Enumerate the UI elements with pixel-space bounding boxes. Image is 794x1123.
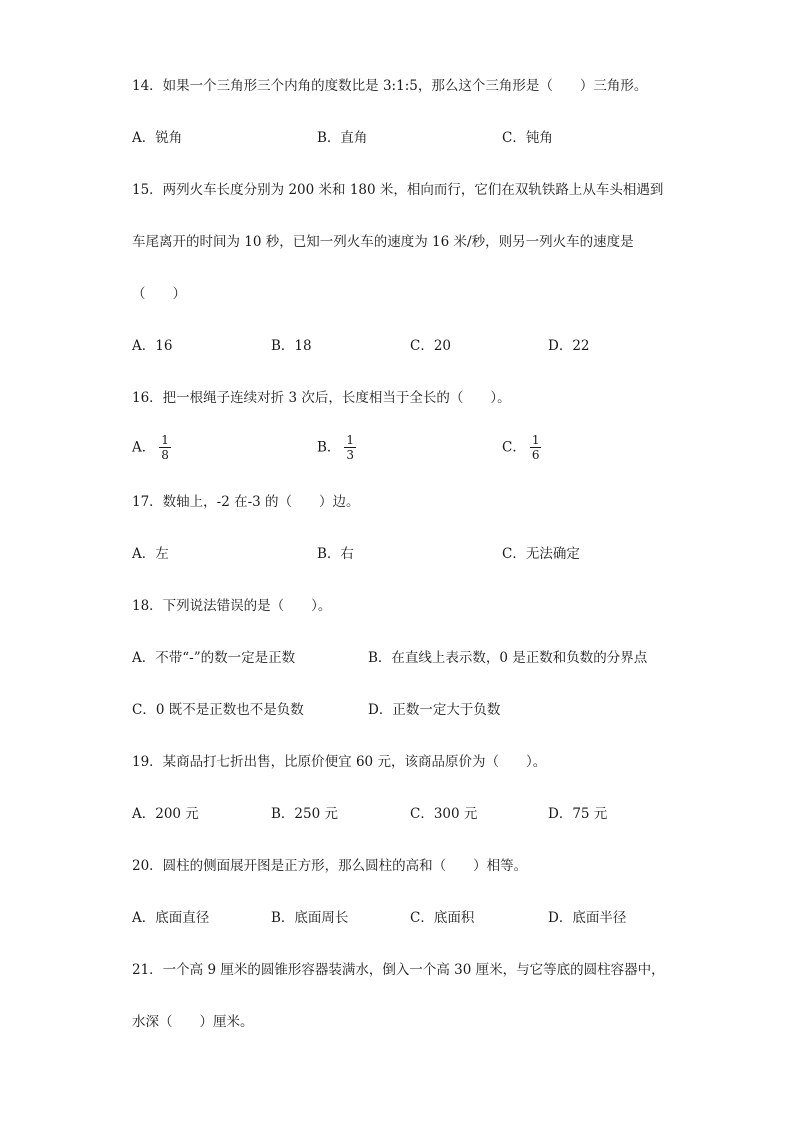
question-15-text-line-2: 车尾离开的时间为 10 秒，已知一列火车的速度为 16 米/秒，则另一列火车的速度是 — [132, 234, 634, 250]
q15-option-b: B．18 — [271, 338, 312, 354]
q20-option-a: A．底面直径 — [132, 910, 210, 926]
q16-option-a-fraction — [159, 433, 171, 462]
q18-option-b: B．在直线上表示数，0 是正数和负数的分界点 — [368, 650, 648, 666]
q14-option-a: A．锐角 — [132, 130, 183, 146]
q15-option-a: A．16 — [132, 338, 173, 354]
q16-option-b — [317, 433, 356, 462]
question-20-text: 20．圆柱的侧面展开图是正方形，那么圆柱的高和（ ）相等。 — [132, 858, 528, 874]
q20-option-d: D．底面半径 — [548, 910, 627, 926]
question-21-text-line-2: 水深（ ）厘米。 — [132, 1014, 254, 1030]
question-14-text: 14．如果一个三角形三个内角的度数比是 3:1:5，那么这个三角形是（ ）三角形。 — [132, 78, 648, 94]
q17-option-a: A．左 — [132, 546, 169, 562]
fraction-denominator: 3 — [346, 448, 355, 462]
question-21-text-line-1: 21．一个高 9 厘米的圆锥形容器装满水，倒入一个高 30 厘米，与它等底的圆柱容器中， — [132, 962, 665, 978]
q19-option-b: B．250 元 — [271, 806, 338, 822]
question-15-text-line-1: 15．两列火车长度分别为 200 米和 180 米，相向而行，它们在双轨铁路上从车头相遇到 — [132, 182, 664, 198]
fraction-numerator: 1 — [346, 433, 355, 447]
q17-option-c: C．无法确定 — [502, 546, 580, 562]
q17-option-b: B．右 — [317, 546, 354, 562]
fraction-numerator: 1 — [531, 433, 540, 447]
question-15-answer-blank: （ ） — [132, 286, 186, 302]
q14-option-b: B．直角 — [317, 130, 368, 146]
q16-option-b-label: B． — [317, 439, 341, 456]
q15-option-d: D．22 — [548, 338, 590, 354]
q18-option-a: A．不带“-”的数一定是正数 — [132, 650, 296, 666]
question-18-text: 18．下列说法错误的是（ ）。 — [132, 598, 332, 614]
q14-option-c: C．钝角 — [502, 130, 553, 146]
q16-option-c-label: C． — [502, 439, 526, 456]
q18-option-c: C．0 既不是正数也不是负数 — [132, 702, 304, 718]
q16-option-c-fraction — [530, 433, 542, 462]
fraction-numerator: 1 — [161, 433, 169, 447]
question-17-text: 17．数轴上，-2 在-3 的（ ）边。 — [132, 494, 360, 510]
q20-option-b: B．底面周长 — [271, 910, 349, 926]
q19-option-a: A．200 元 — [132, 806, 199, 822]
question-19-text: 19．某商品打七折出售，比原价便宜 60 元，该商品原价为（ ）。 — [132, 754, 547, 770]
q16-option-c — [502, 433, 541, 462]
fraction-denominator: 6 — [531, 448, 540, 462]
q19-option-c: C．300 元 — [410, 806, 478, 822]
q18-option-d: D．正数一定大于负数 — [368, 702, 501, 718]
q16-option-a-label: A． — [132, 439, 156, 456]
q16-option-b-fraction — [344, 433, 356, 462]
q16-option-a — [132, 433, 171, 462]
fraction-denominator: 8 — [161, 448, 169, 462]
q19-option-d: D．75 元 — [548, 806, 608, 822]
q20-option-c: C．底面积 — [410, 910, 475, 926]
q15-option-c: C．20 — [410, 338, 452, 354]
question-16-text: 16．把一根绳子连续对折 3 次后，长度相当于全长的（ ）。 — [132, 390, 511, 406]
